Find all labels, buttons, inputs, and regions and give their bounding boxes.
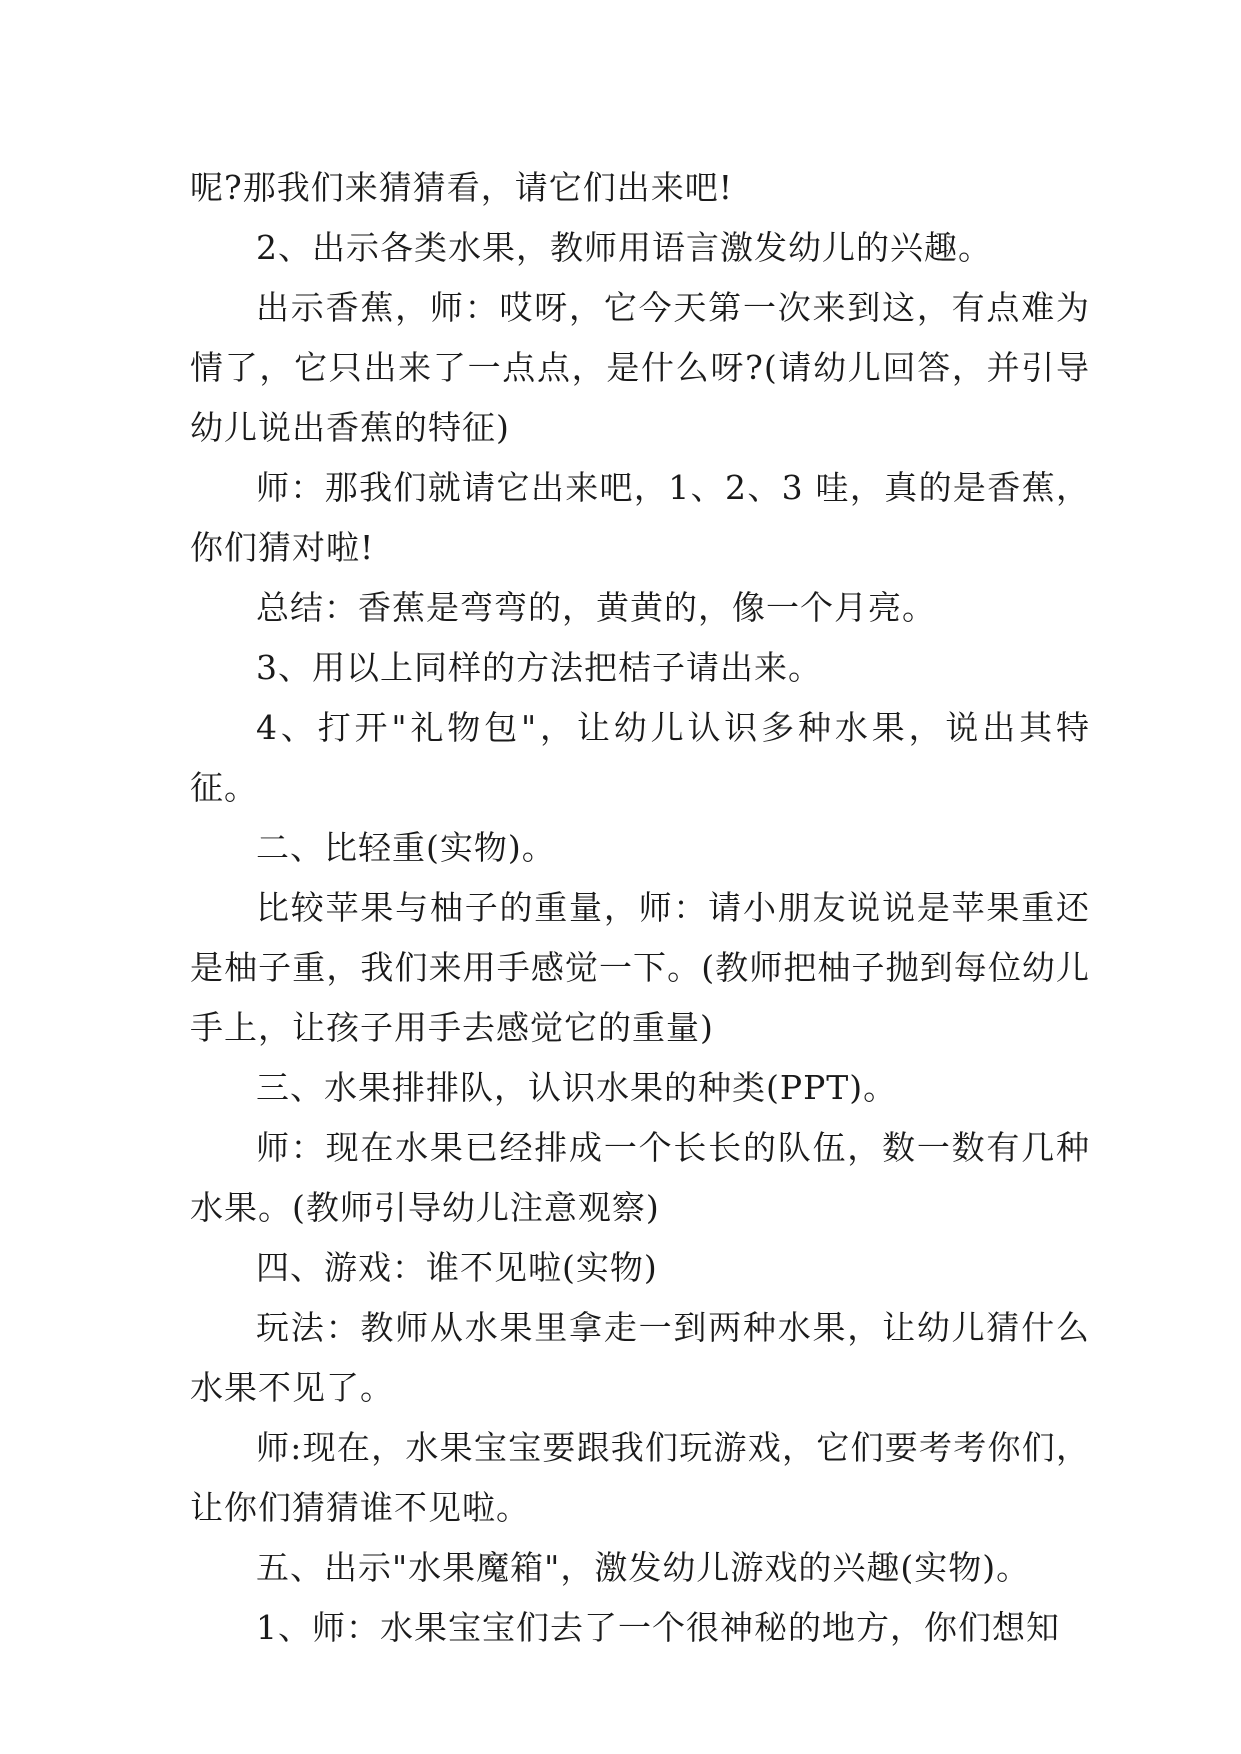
paragraph: 总结：香蕉是弯弯的，黄黄的，像一个月亮。 (256, 588, 936, 627)
paragraph: 比较苹果与柚子的重量，师：请小朋友说说是苹果重还是柚子重，我们来用手感觉一下。(教师把柚子抛到每位幼儿手上，让孩子用手去感觉它的重量) (190, 888, 1090, 1047)
paragraph: 4、打开"礼物包"，让幼儿认识多种水果，说出其特征。 (190, 708, 1090, 807)
section-heading: 五、出示"水果魔箱"，激发幼儿游戏的兴趣(实物)。 (256, 1548, 1031, 1587)
section-heading: 四、游戏：谁不见啦(实物) (256, 1248, 658, 1287)
document-body (190, 158, 1090, 1658)
paragraph: 师：现在水果已经排成一个长长的队伍，数一数有几种水果。(教师引导幼儿注意观察) (190, 1128, 1090, 1227)
paragraph: 师:现在，水果宝宝要跟我们玩游戏，它们要考考你们，让你们猜猜谁不见啦。 (190, 1428, 1090, 1527)
section-heading: 三、水果排排队，认识水果的种类(PPT)。 (256, 1068, 898, 1107)
paragraph: 1、师：水果宝宝们去了一个很神秘的地方，你们想知 (256, 1608, 1060, 1647)
paragraph: 师：那我们就请它出来吧，1、2、3 哇，真的是香蕉，你们猜对啦! (190, 468, 1090, 567)
section-heading: 二、比轻重(实物)。 (256, 828, 556, 867)
paragraph: 2、出示各类水果，教师用语言激发幼儿的兴趣。 (256, 228, 992, 267)
paragraph: 玩法：教师从水果里拿走一到两种水果，让幼儿猜什么水果不见了。 (190, 1308, 1090, 1407)
paragraph: 3、用以上同样的方法把桔子请出来。 (256, 648, 822, 687)
paragraph: 出示香蕉，师：哎呀，它今天第一次来到这，有点难为情了，它只出来了一点点，是什么呀?(请幼儿回答，并引导幼儿说出香蕉的特征) (190, 288, 1090, 447)
paragraph: 呢?那我们来猜猜看，请它们出来吧! (190, 168, 733, 207)
